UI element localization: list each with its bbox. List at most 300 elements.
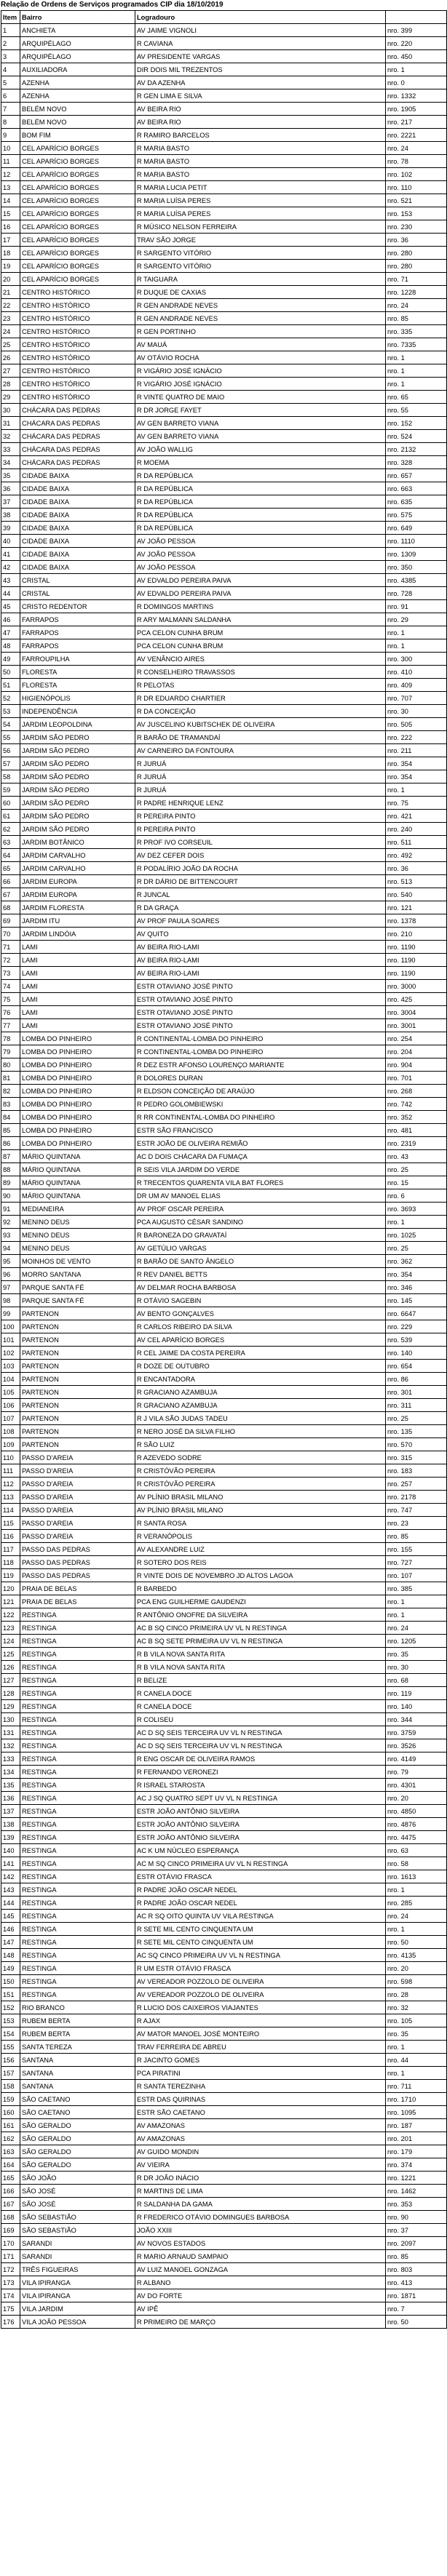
table-row <box>1 1478 447 1491</box>
cell-numero: nro. 1462 <box>386 2185 447 2198</box>
cell-item: 101 <box>1 1333 20 1347</box>
cell-logradouro: ESTR OTAVIANO JOSÉ PINTO <box>135 980 386 993</box>
cell-numero: nro. 75 <box>386 797 447 810</box>
cell-numero: nro. 481 <box>386 1124 447 1137</box>
cell-numero: nro. 58 <box>386 1857 447 1870</box>
cell-bairro: CENTRO HISTÓRICO <box>20 338 135 351</box>
cell-logradouro: R DA GRAÇA <box>135 901 386 914</box>
cell-logradouro: R B VILA NOVA SANTA RITA <box>135 1661 386 1674</box>
cell-item: 78 <box>1 1032 20 1045</box>
cell-bairro: RESTINGA <box>20 1661 135 1674</box>
table-row <box>1 1189 447 1203</box>
cell-bairro: RESTINGA <box>20 1870 135 1883</box>
cell-logradouro: AV JOÃO PESSOA <box>135 561 386 574</box>
table-row <box>1 1006 447 1019</box>
cell-numero: nro. 43 <box>386 1150 447 1163</box>
cell-logradouro: AV VIEIRA <box>135 2158 386 2172</box>
cell-numero: nro. 7 <box>386 2302 447 2316</box>
cell-item: 131 <box>1 1726 20 1739</box>
cell-item: 54 <box>1 718 20 731</box>
cell-item: 123 <box>1 1622 20 1635</box>
cell-item: 128 <box>1 1687 20 1700</box>
document-title: Relação de Ordens de Serviços programados CIP dia 18/10/2019 <box>1 1 224 9</box>
cell-numero: nro. 657 <box>386 469 447 482</box>
cell-logradouro: R VERANÓPOLIS <box>135 1530 386 1543</box>
cell-bairro: PRAIA DE BELAS <box>20 1595 135 1608</box>
cell-item: 53 <box>1 705 20 718</box>
cell-numero: nro. 240 <box>386 823 447 836</box>
table-row <box>1 37 447 50</box>
cell-logradouro: R DA REPÚBLICA <box>135 482 386 495</box>
table-row <box>1 1320 447 1333</box>
cell-bairro: RESTINGA <box>20 1936 135 1949</box>
cell-item: 9 <box>1 129 20 142</box>
cell-item: 125 <box>1 1648 20 1661</box>
cell-item: 95 <box>1 1255 20 1268</box>
table-row <box>1 1268 447 1281</box>
cell-logradouro: R DUQUE DE CAXIAS <box>135 286 386 299</box>
table-row <box>1 1150 447 1163</box>
table-row <box>1 391 447 404</box>
cell-numero: nro. 35 <box>386 2027 447 2041</box>
cell-numero: nro. 30 <box>386 705 447 718</box>
cell-bairro: CEL APARÍCIO BORGES <box>20 207 135 220</box>
cell-bairro: RESTINGA <box>20 1635 135 1648</box>
cell-item: 59 <box>1 783 20 797</box>
cell-logradouro: R ANTÔNIO ONOFRE DA SILVEIRA <box>135 1608 386 1622</box>
cell-item: 26 <box>1 351 20 364</box>
table-row <box>1 1883 447 1897</box>
cell-logradouro: R MOEMA <box>135 456 386 469</box>
table-row <box>1 2080 447 2093</box>
cell-numero: nro. 742 <box>386 1098 447 1111</box>
cell-logradouro: R GRACIANO AZAMBUJA <box>135 1399 386 1412</box>
cell-item: 63 <box>1 836 20 849</box>
cell-bairro: RESTINGA <box>20 1674 135 1687</box>
cell-numero: nro. 1 <box>386 378 447 391</box>
cell-bairro: RESTINGA <box>20 1779 135 1792</box>
cell-item: 119 <box>1 1569 20 1582</box>
cell-logradouro: R PEREIRA PINTO <box>135 823 386 836</box>
table-row <box>1 1805 447 1818</box>
cell-bairro: RESTINGA <box>20 1622 135 1635</box>
cell-numero: nro. 413 <box>386 2276 447 2289</box>
table-row <box>1 1897 447 1910</box>
cell-item: 113 <box>1 1491 20 1504</box>
cell-item: 11 <box>1 155 20 168</box>
cell-item: 127 <box>1 1674 20 1687</box>
cell-numero: nro. 29 <box>386 613 447 626</box>
cell-bairro: PARTENON <box>20 1438 135 1451</box>
cell-bairro: RESTINGA <box>20 1608 135 1622</box>
cell-item: 170 <box>1 2237 20 2250</box>
table-row <box>1 247 447 260</box>
cell-numero: nro. 63 <box>386 1844 447 1857</box>
cell-numero: nro. 1378 <box>386 914 447 928</box>
cell-item: 152 <box>1 2001 20 2014</box>
cell-bairro: FLORESTA <box>20 679 135 692</box>
cell-item: 156 <box>1 2054 20 2067</box>
cell-numero: nro. 362 <box>386 1255 447 1268</box>
cell-bairro: PARTENON <box>20 1412 135 1425</box>
cell-logradouro: R SALDANHA DA GAMA <box>135 2198 386 2211</box>
table-row <box>1 2119 447 2132</box>
cell-bairro: LAMI <box>20 1006 135 1019</box>
cell-item: 136 <box>1 1792 20 1805</box>
cell-item: 75 <box>1 993 20 1006</box>
cell-item: 39 <box>1 522 20 535</box>
table-row <box>1 862 447 875</box>
cell-item: 70 <box>1 928 20 941</box>
cell-numero: nro. 4385 <box>386 574 447 587</box>
cell-bairro: MOINHOS DE VENTO <box>20 1255 135 1268</box>
cell-bairro: RESTINGA <box>20 1910 135 1923</box>
cell-numero: nro. 280 <box>386 260 447 273</box>
cell-bairro: CEL APARÍCIO BORGES <box>20 273 135 286</box>
cell-bairro: SANTA TEREZA <box>20 2041 135 2054</box>
cell-numero: nro. 32 <box>386 2001 447 2014</box>
cell-bairro: RIO BRANCO <box>20 2001 135 2014</box>
cell-bairro: RESTINGA <box>20 1857 135 1870</box>
cell-bairro: SÃO GERALDO <box>20 2132 135 2145</box>
cell-item: 137 <box>1 1805 20 1818</box>
cell-logradouro: AV GEN BARRETO VIANA <box>135 417 386 430</box>
cell-logradouro: R CONSELHEIRO TRAVASSOS <box>135 666 386 679</box>
table-row <box>1 2041 447 2054</box>
cell-logradouro: AV DELMAR ROCHA BARBOSA <box>135 1281 386 1294</box>
table-row <box>1 378 447 391</box>
cell-logradouro: AV VEREADOR POZZOLO DE OLIVEIRA <box>135 1975 386 1988</box>
table-row <box>1 967 447 980</box>
cell-logradouro: AV VENÂNCIO AIRES <box>135 653 386 666</box>
cell-bairro: JARDIM SÃO PEDRO <box>20 797 135 810</box>
cell-logradouro: AC D SQ SEIS TERCEIRA UV VL N RESTINGA <box>135 1739 386 1752</box>
cell-logradouro: R REV DANIEL BETTS <box>135 1268 386 1281</box>
cell-numero: nro. 335 <box>386 325 447 338</box>
table-row <box>1 718 447 731</box>
cell-bairro: FARROUPILHA <box>20 653 135 666</box>
cell-bairro: BELÉM NOVO <box>20 116 135 129</box>
cell-numero: nro. 1221 <box>386 2172 447 2185</box>
cell-item: 25 <box>1 338 20 351</box>
cell-numero: nro. 179 <box>386 2145 447 2158</box>
table-row <box>1 2145 447 2158</box>
cell-item: 139 <box>1 1831 20 1844</box>
table-row <box>1 2276 447 2289</box>
cell-logradouro: DIR DOIS MIL TREZENTOS <box>135 63 386 76</box>
cell-item: 163 <box>1 2145 20 2158</box>
cell-item: 92 <box>1 1216 20 1229</box>
cell-logradouro: ESTR JOÃO ANTÔNIO SILVEIRA <box>135 1831 386 1844</box>
cell-numero: nro. 36 <box>386 234 447 247</box>
cell-item: 85 <box>1 1124 20 1137</box>
table-row <box>1 1622 447 1635</box>
cell-item: 143 <box>1 1883 20 1897</box>
table-row <box>1 613 447 626</box>
column-header-item: Item <box>1 11 20 24</box>
table-row <box>1 338 447 351</box>
cell-logradouro: ESTR OTAVIANO JOSÉ PINTO <box>135 1006 386 1019</box>
cell-bairro: RESTINGA <box>20 1766 135 1779</box>
table-row <box>1 1386 447 1399</box>
cell-item: 35 <box>1 469 20 482</box>
cell-item: 171 <box>1 2250 20 2263</box>
cell-numero: nro. 2221 <box>386 129 447 142</box>
cell-bairro: RESTINGA <box>20 1831 135 1844</box>
table-row <box>1 168 447 181</box>
table-row <box>1 1988 447 2001</box>
cell-logradouro: AV JUSCELINO KUBITSCHEK DE OLIVEIRA <box>135 718 386 731</box>
cell-logradouro: R DR EDUARDO CHARTIER <box>135 692 386 705</box>
cell-numero: nro. 1 <box>386 63 447 76</box>
cell-item: 99 <box>1 1307 20 1320</box>
table-row <box>1 2289 447 2302</box>
table-row <box>1 2054 447 2067</box>
cell-logradouro: R PADRE JOÃO OSCAR NEDEL <box>135 1897 386 1910</box>
cell-logradouro: R CANELA DOCE <box>135 1687 386 1700</box>
cell-numero: nro. 374 <box>386 2158 447 2172</box>
cell-numero: nro. 4135 <box>386 1949 447 1962</box>
cell-item: 41 <box>1 548 20 561</box>
cell-logradouro: R DA CONCEIÇÃO <box>135 705 386 718</box>
cell-logradouro: R GEN LIMA E SILVA <box>135 89 386 103</box>
table-row <box>1 1229 447 1242</box>
table-row <box>1 1661 447 1674</box>
table-body <box>1 24 447 2329</box>
cell-logradouro: AV JOÃO PESSOA <box>135 548 386 561</box>
cell-logradouro: R VINTE DOIS DE NOVEMBRO JD ALTOS LAGOA <box>135 1569 386 1582</box>
cell-numero: nro. 747 <box>386 1504 447 1517</box>
table-row <box>1 705 447 718</box>
cell-item: 115 <box>1 1517 20 1530</box>
cell-item: 146 <box>1 1923 20 1936</box>
cell-item: 65 <box>1 862 20 875</box>
cell-item: 31 <box>1 417 20 430</box>
cell-logradouro: R FERNANDO VERONEZI <box>135 1766 386 1779</box>
cell-item: 153 <box>1 2014 20 2027</box>
cell-item: 22 <box>1 299 20 312</box>
table-row <box>1 1032 447 1045</box>
cell-bairro: LOMBA DO PINHEIRO <box>20 1058 135 1072</box>
cell-numero: nro. 15 <box>386 1176 447 1189</box>
cell-numero: nro. 344 <box>386 1713 447 1726</box>
cell-bairro: LOMBA DO PINHEIRO <box>20 1111 135 1124</box>
table-row <box>1 1464 447 1478</box>
table-row <box>1 404 447 417</box>
cell-numero: nro. 1205 <box>386 1635 447 1648</box>
cell-logradouro: R VIGÁRIO JOSÉ IGNÁCIO <box>135 364 386 378</box>
cell-bairro: MENINO DEUS <box>20 1229 135 1242</box>
cell-logradouro: R MARIA BASTO <box>135 155 386 168</box>
cell-bairro: RESTINGA <box>20 1648 135 1661</box>
cell-logradouro: R RAMIRO BARCELOS <box>135 129 386 142</box>
cell-numero: nro. 1 <box>386 1883 447 1897</box>
cell-logradouro: AV DO FORTE <box>135 2289 386 2302</box>
cell-numero: nro. 268 <box>386 1085 447 1098</box>
cell-numero: nro. 354 <box>386 1268 447 1281</box>
cell-item: 173 <box>1 2276 20 2289</box>
table-row <box>1 1425 447 1438</box>
cell-item: 3 <box>1 50 20 63</box>
cell-bairro: PARTENON <box>20 1399 135 1412</box>
cell-numero: nro. 204 <box>386 1045 447 1058</box>
cell-item: 77 <box>1 1019 20 1032</box>
cell-item: 34 <box>1 456 20 469</box>
table-row <box>1 2132 447 2145</box>
cell-numero: nro. 1 <box>386 1216 447 1229</box>
table-row <box>1 574 447 587</box>
cell-bairro: HIGIENÓPOLIS <box>20 692 135 705</box>
cell-numero: nro. 20 <box>386 1792 447 1805</box>
cell-bairro: PASSO D'AREIA <box>20 1517 135 1530</box>
cell-item: 158 <box>1 2080 20 2093</box>
cell-numero: nro. 353 <box>386 2198 447 2211</box>
cell-item: 138 <box>1 1818 20 1831</box>
cell-item: 23 <box>1 312 20 325</box>
cell-item: 102 <box>1 1347 20 1360</box>
cell-logradouro: R UM ESTR OTÁVIO FRASCA <box>135 1962 386 1975</box>
table-row <box>1 495 447 509</box>
cell-bairro: VILA JOÃO PESSOA <box>20 2316 135 2329</box>
cell-logradouro: R NERO JOSÉ DA SILVA FILHO <box>135 1425 386 1438</box>
table-row <box>1 207 447 220</box>
table-row <box>1 849 447 862</box>
cell-bairro: PARTENON <box>20 1373 135 1386</box>
table-row <box>1 2158 447 2172</box>
cell-logradouro: AV JOÃO WALLIG <box>135 443 386 456</box>
table-row <box>1 456 447 469</box>
cell-item: 120 <box>1 1582 20 1595</box>
cell-bairro: JARDIM SÃO PEDRO <box>20 810 135 823</box>
cell-numero: nro. 649 <box>386 522 447 535</box>
table-row <box>1 548 447 561</box>
cell-numero: nro. 4850 <box>386 1805 447 1818</box>
table-row <box>1 1726 447 1739</box>
cell-item: 144 <box>1 1897 20 1910</box>
cell-item: 148 <box>1 1949 20 1962</box>
cell-numero: nro. 24 <box>386 1622 447 1635</box>
table-row <box>1 1333 447 1347</box>
cell-item: 20 <box>1 273 20 286</box>
table-row <box>1 2185 447 2198</box>
cell-bairro: PASSO DAS PEDRAS <box>20 1556 135 1569</box>
table-row <box>1 522 447 535</box>
table-row <box>1 1203 447 1216</box>
table-row <box>1 2237 447 2250</box>
cell-logradouro: AV CEL APARÍCIO BORGES <box>135 1333 386 1347</box>
cell-item: 44 <box>1 587 20 600</box>
cell-numero: nro. 6 <box>386 1189 447 1203</box>
cell-bairro: MENINO DEUS <box>20 1216 135 1229</box>
cell-bairro: JARDIM BOTÂNICO <box>20 836 135 849</box>
cell-logradouro: R DOMINGOS MARTINS <box>135 600 386 613</box>
cell-logradouro: AV AMAZONAS <box>135 2119 386 2132</box>
table-row <box>1 1700 447 1713</box>
cell-logradouro: AV EDVALDO PEREIRA PAIVA <box>135 587 386 600</box>
table-row <box>1 2250 447 2263</box>
cell-numero: nro. 37 <box>386 2224 447 2237</box>
cell-item: 76 <box>1 1006 20 1019</box>
table-row <box>1 2067 447 2080</box>
cell-item: 151 <box>1 1988 20 2001</box>
cell-numero: nro. 711 <box>386 2080 447 2093</box>
cell-bairro: RESTINGA <box>20 1726 135 1739</box>
cell-logradouro: R BARBEDO <box>135 1582 386 1595</box>
cell-item: 164 <box>1 2158 20 2172</box>
cell-logradouro: R CONTINENTAL-LOMBA DO PINHEIRO <box>135 1032 386 1045</box>
cell-item: 134 <box>1 1766 20 1779</box>
cell-bairro: SÃO JOSÉ <box>20 2185 135 2198</box>
cell-logradouro: AV OTÁVIO ROCHA <box>135 351 386 364</box>
cell-logradouro: AV GEN BARRETO VIANA <box>135 430 386 443</box>
cell-logradouro: R VIGÁRIO JOSÉ IGNÁCIO <box>135 378 386 391</box>
table-row <box>1 2027 447 2041</box>
cell-item: 62 <box>1 823 20 836</box>
cell-logradouro: AV DEZ CEFER DOIS <box>135 849 386 862</box>
cell-logradouro: AV GETÚLIO VARGAS <box>135 1242 386 1255</box>
table-row <box>1 299 447 312</box>
table-row <box>1 1530 447 1543</box>
cell-item: 18 <box>1 247 20 260</box>
cell-logradouro: R ARY MALMANN SALDANHA <box>135 613 386 626</box>
cell-bairro: PARTENON <box>20 1333 135 1347</box>
table-row <box>1 1752 447 1766</box>
cell-numero: nro. 1 <box>386 364 447 378</box>
cell-bairro: PASSO D'AREIA <box>20 1504 135 1517</box>
cell-numero: nro. 352 <box>386 1111 447 1124</box>
cell-bairro: CHÁCARA DAS PEDRAS <box>20 430 135 443</box>
cell-logradouro: R CONTINENTAL-LOMBA DO PINHEIRO <box>135 1045 386 1058</box>
cell-numero: nro. 44 <box>386 2054 447 2067</box>
cell-bairro: JARDIM LINDÓIA <box>20 928 135 941</box>
table-row <box>1 509 447 522</box>
cell-logradouro: ESTR OTAVIANO JOSÉ PINTO <box>135 993 386 1006</box>
cell-logradouro: AC J SQ QUATRO SEPT UV VL N RESTINGA <box>135 1792 386 1805</box>
cell-numero: nro. 217 <box>386 116 447 129</box>
cell-bairro: SÃO GERALDO <box>20 2158 135 2172</box>
table-row <box>1 351 447 364</box>
cell-logradouro: AV CARNEIRO DA FONTOURA <box>135 744 386 757</box>
cell-bairro: PARQUE SANTA FÉ <box>20 1281 135 1294</box>
cell-bairro: CENTRO HISTÓRICO <box>20 378 135 391</box>
cell-logradouro: R CEL JAIME DA COSTA PEREIRA <box>135 1347 386 1360</box>
cell-numero: nro. 107 <box>386 1569 447 1582</box>
cell-logradouro: R JURUÁ <box>135 783 386 797</box>
cell-numero: nro. 211 <box>386 744 447 757</box>
cell-numero: nro. 409 <box>386 679 447 692</box>
cell-item: 30 <box>1 404 20 417</box>
cell-numero: nro. 707 <box>386 692 447 705</box>
cell-item: 73 <box>1 967 20 980</box>
cell-item: 27 <box>1 364 20 378</box>
table-row <box>1 443 447 456</box>
cell-logradouro: R ENCANTADORA <box>135 1373 386 1386</box>
cell-logradouro: R SANTA ROSA <box>135 1517 386 1530</box>
cell-bairro: CENTRO HISTÓRICO <box>20 312 135 325</box>
cell-bairro: PASSO D'AREIA <box>20 1464 135 1478</box>
cell-item: 121 <box>1 1595 20 1608</box>
cell-item: 66 <box>1 875 20 888</box>
cell-bairro: JARDIM EUROPA <box>20 888 135 901</box>
cell-bairro: CEL APARÍCIO BORGES <box>20 168 135 181</box>
cell-numero: nro. 155 <box>386 1543 447 1556</box>
cell-bairro: LOMBA DO PINHEIRO <box>20 1045 135 1058</box>
cell-logradouro: R JURUÁ <box>135 757 386 770</box>
cell-numero: nro. 230 <box>386 220 447 234</box>
cell-numero: nro. 210 <box>386 928 447 941</box>
table-row <box>1 1595 447 1608</box>
cell-item: 110 <box>1 1451 20 1464</box>
